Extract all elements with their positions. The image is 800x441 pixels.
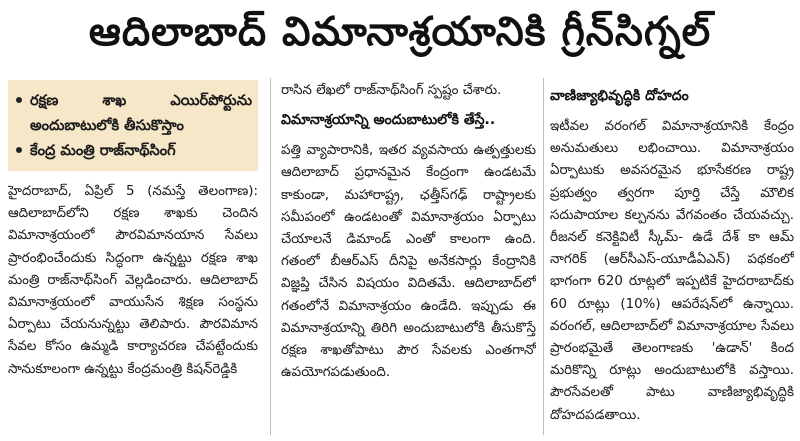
article-paragraph: హైదరాబాద్, ఏప్రిల్ 5 (నమస్తే తెలంగాణ): ఆదిలాబాద్‌లోని రక్షణ శాఖకు చెందిన విమానాశ్రయంలో పౌరవిమానయాన సేవలు ప్రారంభించేందుకు సిద్ధంగా ఉన్నట్టు రక్షణ శాఖ మంత్రి రాజ్‌నాథ్‌సింగ్ వెల్లడించారు. ఆదిలాబాద్ విమానాశ్రయంలో వాయుసేన శిక్షణ సంస్థను ఏర్పాటు చేయనున్నట్టు తెలిపారు. పౌరవిమాన సేవల కోసం ఉమ్మడి కార్యాచరణ చేపట్టేందుకు సానుకూలంగా ఉన్నట్టు కేంద్రమంత్రి కిషన్‌రెడ్డికి xyxy=(8,184,258,377)
headline: ఆదిలాబాద్ విమానాశ్రయానికి గ్రీన్‌సిగ్నల్ xyxy=(88,9,712,55)
highlight-item xyxy=(12,138,252,163)
subheading: వాణిజ్యాభివృద్ధికి దోహదం xyxy=(550,88,689,104)
bullet-icon xyxy=(16,147,22,153)
article-paragraph: ఇటీవల వరంగల్ విమానాశ్రయానికి కేంద్రం అనుమతులు లభించాయి. విమానాశ్రయం ఏర్పాటుకు అవసరమైన భూసేకరణ రాష్ట్ర ప్రభుత్వం త్వరగా పూర్తి చేస్తే మౌలిక సదుపాయాల కల్పనను వేగవంతం చేయవచ్చు. రీజనల్ కనెక్టివిటీ స్కీమ్- ఉడే దేశ్ కా ఆమ్ నాగరిక్ (ఆర్‌సీఎస్-యూడీఏఎన్) పథకంలో భాగంగా 620 రూట్లలో ఇప్పటికే హైదరాబాద్‌కు 60 రూట్లు (10%) ఆపరేషన్‌లో ఉన్నాయి. వరంగల్, ఆదిలాబాద్‌లో విమానాశ్రయాల సేవలు ప్రారంభమైతే తెలంగాణకు 'ఉడాన్' కింద మరికొన్ని రూట్లు అందుబాటులోకి వస్తాయి. పౌరసేవలతో పాటు వాణిజ్యాభివృద్ధికి దోహదపడతాయి. xyxy=(550,119,794,423)
highlight-box xyxy=(8,80,258,171)
bullet-icon xyxy=(16,97,22,103)
article-column-1 xyxy=(8,80,258,435)
highlight-text: రక్షణ శాఖ ఎయిర్‌పోర్టును అందుబాటులోకి తీసుకొస్తాం xyxy=(30,92,252,134)
article-paragraph: రాసిన లేఖలో రాజ్‌నాథ్‌సింగ్ స్పష్టం చేశారు. xyxy=(281,83,502,98)
column-divider xyxy=(270,78,271,435)
article-paragraph: పత్తి వ్యాపారానికి, ఇతర వ్యవసాయ ఉత్పత్తులకు ఆదిలాబాద్ ప్రధానమైన కేంద్రంగా ఉండటమే కాకుండా, మహారాష్ట్ర, ఛత్తీస్‌గఢ్ రాష్ట్రాలకు సమీపంలో ఉండటంతో విమానాశ్రయం ఏర్పాటు చేయాలనే డిమాండ్ ఎంతో కాలంగా ఉంది. గతంలో బీఆర్‌ఎస్ దీనిపై అనేకసార్లు కేంద్రానికి విజ్ఞప్తి చేసిన విషయం విదితమే. ఆదిలాబాద్‌లో గతంలోనే విమానాశ్రయం ఉండేది. ఇప్పుడు ఈ విమానాశ్రయాన్ని తిరిగి అందుబాటులోకి తీసుకొస్తే రక్షణ శాఖతోపాటు పౌర సేవలకు ఎంతగానో ఉపయోగపడుతుంది. xyxy=(281,143,536,381)
subheading: విమానాశ్రయాన్ని అందుబాటులోకి తేస్తే.. xyxy=(281,112,496,129)
column-divider xyxy=(543,78,544,435)
highlight-item xyxy=(12,88,252,138)
article-column-3 xyxy=(550,80,794,435)
highlight-text: కేంద్ర మంత్రి రాజ్‌నాథ్‌సింగ్ xyxy=(30,142,176,159)
article-column-2 xyxy=(281,80,536,435)
